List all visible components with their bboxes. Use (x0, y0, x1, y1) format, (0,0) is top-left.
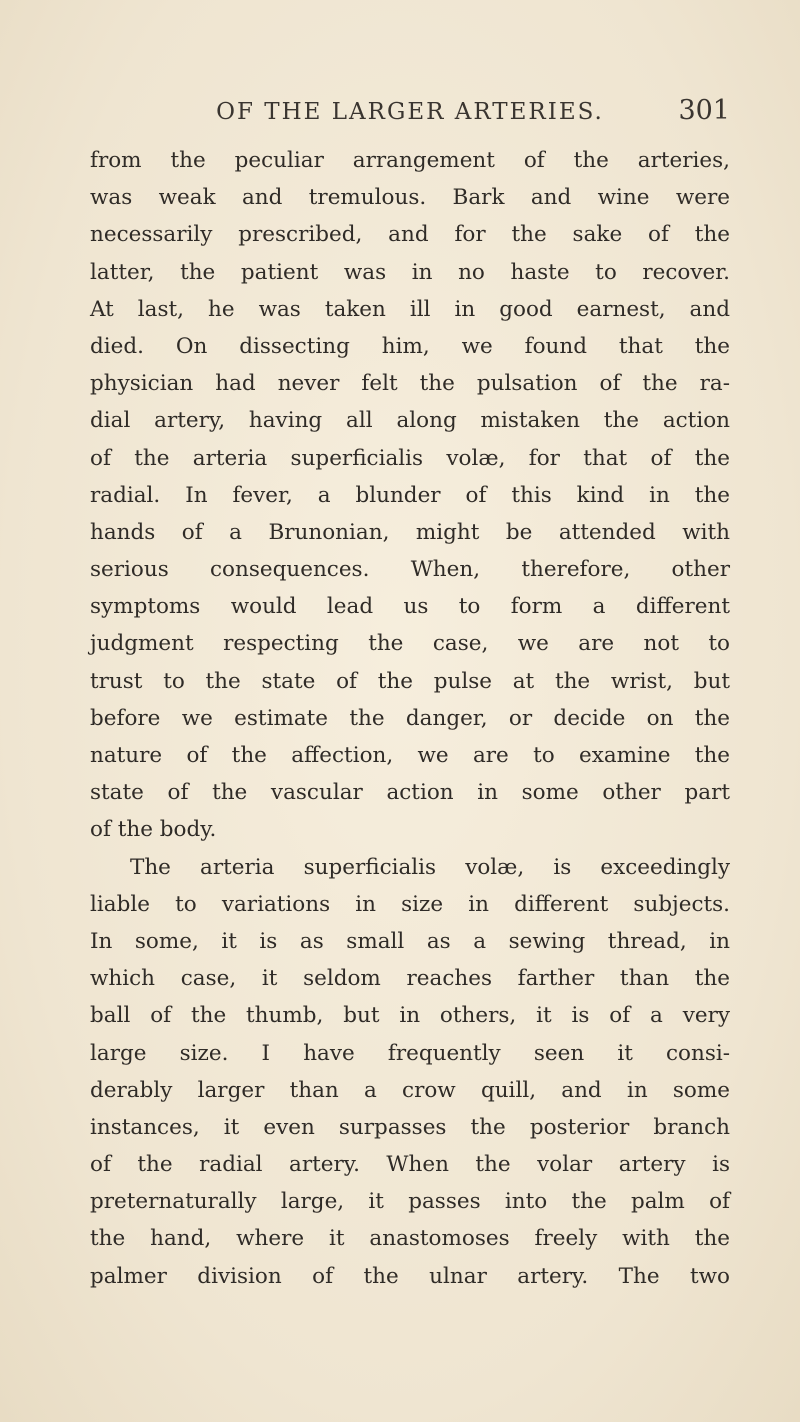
text-line: dial artery, having all along mistaken the action (90, 408, 730, 434)
text-line: radial. In fever, a blunder of this kind in the (90, 482, 730, 508)
text-line: In some, it is as small as a sewing thread, in (90, 928, 730, 954)
body-text (90, 142, 730, 1295)
text-line: derably larger than a crow quill, and in some (90, 1077, 730, 1103)
text-line: palmer division of the ulnar artery. The two (90, 1263, 730, 1289)
text-line: ball of the thumb, but in others, it is of a very (90, 1003, 730, 1029)
text-line: state of the vascular action in some other part (90, 780, 730, 806)
paragraph-start-line: The arteria superficialis volæ, is exceedingly (130, 854, 730, 880)
text-line: the hand, where it anastomoses freely with the (90, 1226, 730, 1252)
text-line: was weak and tremulous. Bark and wine were (90, 185, 730, 211)
text-line: which case, it seldom reaches farther than the (90, 966, 730, 992)
text-line: of the arteria superficialis volæ, for that of the (90, 445, 730, 471)
text-line: large size. I have frequently seen it consi- (90, 1040, 730, 1066)
text-line: preternaturally large, it passes into the palm of (90, 1189, 730, 1215)
running-head (90, 95, 730, 135)
text-line: of the radial artery. When the volar artery is (90, 1152, 730, 1178)
text-line: died. On dissecting him, we found that the (90, 333, 730, 359)
text-line: physician had never felt the pulsation of the ra- (90, 371, 730, 397)
running-title: OF THE LARGER ARTERIES. (216, 99, 604, 125)
text-line: symptoms would lead us to form a different (90, 594, 730, 620)
text-line: from the peculiar arrangement of the arteries, (90, 148, 730, 173)
text-line: nature of the affection, we are to examine the (90, 743, 730, 768)
text-line: necessarily prescribed, and for the sake of the (90, 222, 730, 248)
text-line: hands of a Brunonian, might be attended with (90, 519, 730, 545)
text-line: At last, he was taken ill in good earnest, and (90, 296, 730, 322)
text-line: judgment respecting the case, we are not to (90, 631, 730, 657)
text-line: latter, the patient was in no haste to recover. (90, 259, 730, 285)
text-line: liable to variations in size in different subjects. (90, 891, 730, 917)
text-line: instances, it even surpasses the posterior branch (90, 1114, 730, 1140)
paragraph-end-line: of the body. (90, 817, 217, 843)
text-line: serious consequences. When, therefore, other (90, 557, 730, 583)
page-number: 301 (678, 95, 730, 126)
text-line: before we estimate the danger, or decide on the (90, 705, 730, 731)
text-line: trust to the state of the pulse at the wrist, but (90, 668, 730, 694)
